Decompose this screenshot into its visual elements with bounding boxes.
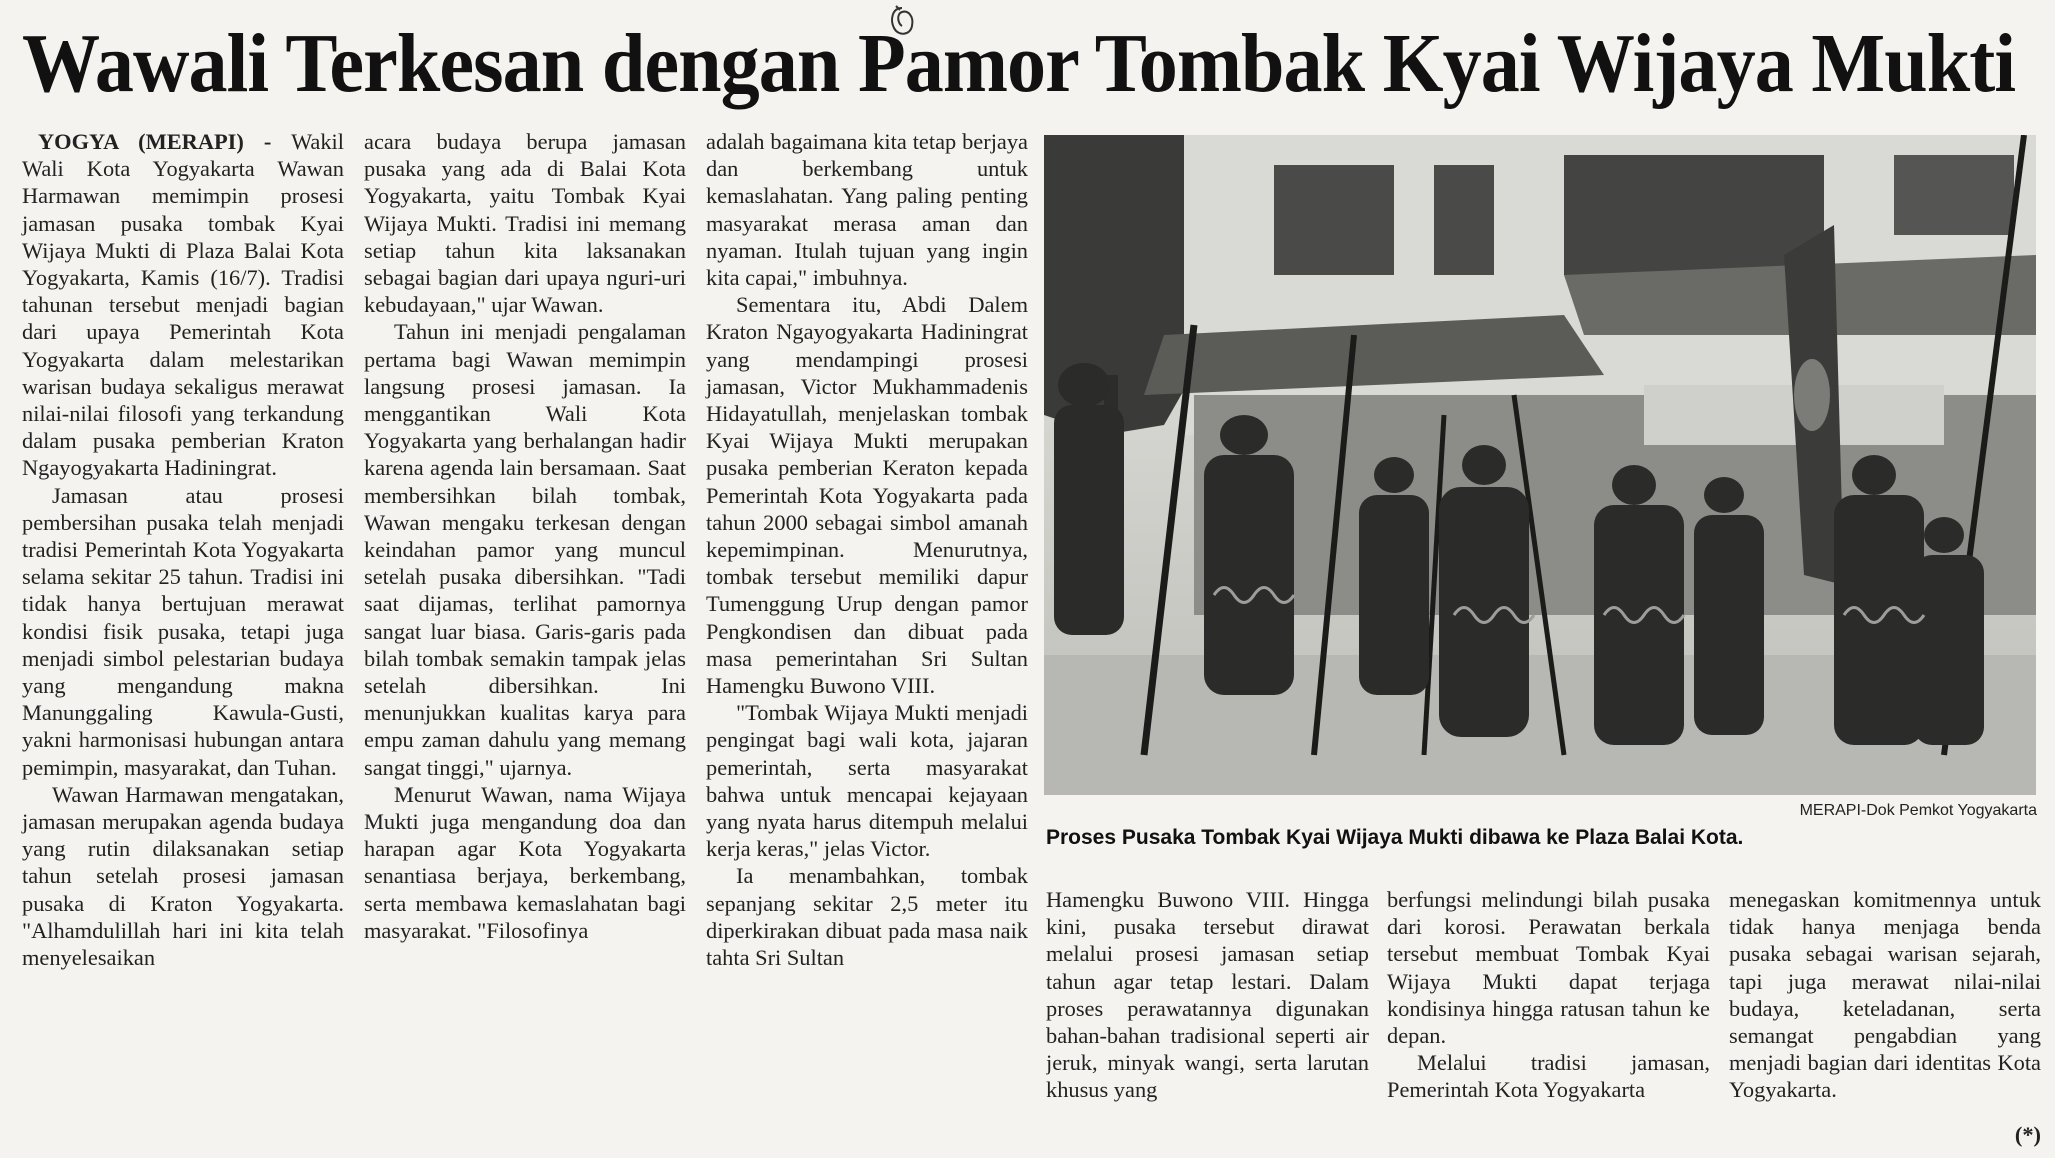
article-column-1 <box>22 128 344 971</box>
article-column-6 <box>1729 886 2041 1148</box>
article-column-2 <box>364 128 686 944</box>
article-column-5 <box>1387 886 1710 1148</box>
paragraph: menegaskan komitmennya untuk tidak hanya menjaga benda pusaka sebagai warisan sejarah, tapi juga merawat nilai-nilai budaya, keteladanan, serta semangat pengabdian yang menjadi bagian dari identitas Kota Yogyakarta. <box>1729 887 2041 1103</box>
photo-caption: Proses Pusaka Tombak Kyai Wijaya Mukti dibawa ke Plaza Balai Kota. <box>1046 826 1744 849</box>
paragraph: Jamasan atau prosesi pembersihan pusaka telah menjadi tradisi Pemerintah Kota Yogyakarta selama sekitar 25 tahun. Tradisi ini tidak hanya bertujuan merawat kondisi fisik pusaka, tetapi juga menjadi simbol pelestarian budaya yang mengandung makna Manunggaling Kawula-Gusti, yakni harmonisasi hubungan antara pemimpin, masyarakat, dan Tuhan. <box>22 482 344 780</box>
paragraph: Wawan Harmawan mengatakan, jamasan merupakan agenda budaya yang rutin dilaksanakan setiap tahun setelah prosesi jamasan pusaka di Kraton Yogyakarta. "Alhamdulillah hari ini kita telah menyelesaikan <box>22 781 344 971</box>
paragraph: "Tombak Wijaya Mukti menjadi pengingat bagi wali kota, jajaran pemerintah, serta masyarakat bahwa untuk mencapai kejayaan yang nyata harus ditempuh melalui kerja keras," jelas Victor. <box>706 700 1028 862</box>
paragraph: Ia menambahkan, tombak sepanjang sekitar 2,5 meter itu diperkirakan dibuat pada masa naik tahta Sri Sultan <box>706 863 1028 971</box>
article-column-3 <box>706 128 1028 971</box>
headline: Wawali Terkesan dengan Pamor Tombak Kyai Wijaya Mukti <box>22 17 2016 110</box>
photo-credit: MERAPI-Dok Pemkot Yogyakarta <box>1799 802 2037 819</box>
dateline: YOGYA (MERAPI) - <box>38 129 272 154</box>
paragraph: Tahun ini menjadi pengalaman pertama bagi Wawan memimpin langsung prosesi jamasan. Ia menggantikan Wali Kota Yogyakarta yang berhalangan hadir karena agenda lain bersamaan. Saat membersihkan bilah tombak, Wawan mengaku terkesan dengan keindahan pamor yang muncul setelah pusaka dibersihkan. "Tadi saat dijamas, terlihat pamornya sangat luar biasa. Garis-garis pada bilah tombak semakin tampak jelas setelah dibersihkan. Ini menunjukkan kualitas karya para empu zaman dahulu yang memang sangat tinggi," ujarnya. <box>364 319 686 780</box>
article-column-4 <box>1046 886 1369 1148</box>
photo-illustration <box>1044 135 2036 795</box>
paragraph-text: Wakil Wali Kota Yogyakarta Wawan Harmawan memimpin prosesi jamasan pusaka tombak Kyai Wijaya Mukti di Plaza Balai Kota Yogyakarta, Kamis (16/7). Tradisi tahunan tersebut menjadi bagian dari upaya Pemerintah Kota Yogyakarta dalam melestarikan warisan budaya sekaligus merawat nilai-nilai filosofi yang terkandung dalam pusaka pemberian Kraton Ngayogyakarta Hadiningrat. <box>22 129 345 481</box>
end-mark: (*) <box>2014 1121 2041 1147</box>
paragraph <box>22 128 344 482</box>
news-photo <box>1044 135 2036 795</box>
paragraph: Melalui tradisi jamasan, Pemerintah Kota Yogyakarta <box>1387 1050 1710 1103</box>
paragraph: acara budaya berupa jamasan pusaka yang ada di Balai Kota Yogyakarta, yaitu Tombak Kyai Wijaya Mukti. Tradisi ini memang setiap tahun kita laksanakan sebagai bagian dari upaya nguri-uri kebudayaan," ujar Wawan. <box>364 129 686 318</box>
paragraph: Menurut Wawan, nama Wijaya Mukti juga mengandung doa dan harapan agar Kota Yogyakarta senantiasa berjaya, berkembang, serta membawa kemaslahatan bagi masyarakat. "Filosofinya <box>364 781 686 943</box>
paragraph: Hamengku Buwono VIII. Hingga kini, pusaka tersebut dirawat melalui prosesi jamasan setiap tahun agar tetap lestari. Dalam proses perawatannya digunakan bahan-bahan tradisional seperti air jeruk, minyak wangi, serta larutan khusus yang <box>1046 887 1369 1103</box>
paragraph: berfungsi melindungi bilah pusaka dari korosi. Perawatan berkala tersebut membuat Tombak Kyai Wijaya Mukti dapat terjaga kondisinya hingga ratusan tahun ke depan. <box>1387 887 1710 1049</box>
paragraph: adalah bagaimana kita tetap berjaya dan berkembang untuk kemaslahatan. Yang paling penting masyarakat merasa aman dan nyaman. Itulah tujuan yang ingin kita capai," imbuhnya. <box>706 129 1028 291</box>
handwritten-mark <box>884 4 920 40</box>
paragraph: Sementara itu, Abdi Dalem Kraton Ngayogyakarta Hadiningrat yang mendampingi prosesi jamasan, Victor Mukhammadenis Hidayatullah, menjelaskan tombak Kyai Wijaya Mukti merupakan pusaka pemberian Keraton kepada Pemerintah Kota Yogyakarta pada tahun 2000 sebagai simbol amanah kepemimpinan. Menurutnya, tombak tersebut memiliki dapur Tumenggung Urup dengan pamor Pengkondisen dan dibuat pada masa pemerintahan Sri Sultan Hamengku Buwono VIII. <box>706 292 1028 699</box>
